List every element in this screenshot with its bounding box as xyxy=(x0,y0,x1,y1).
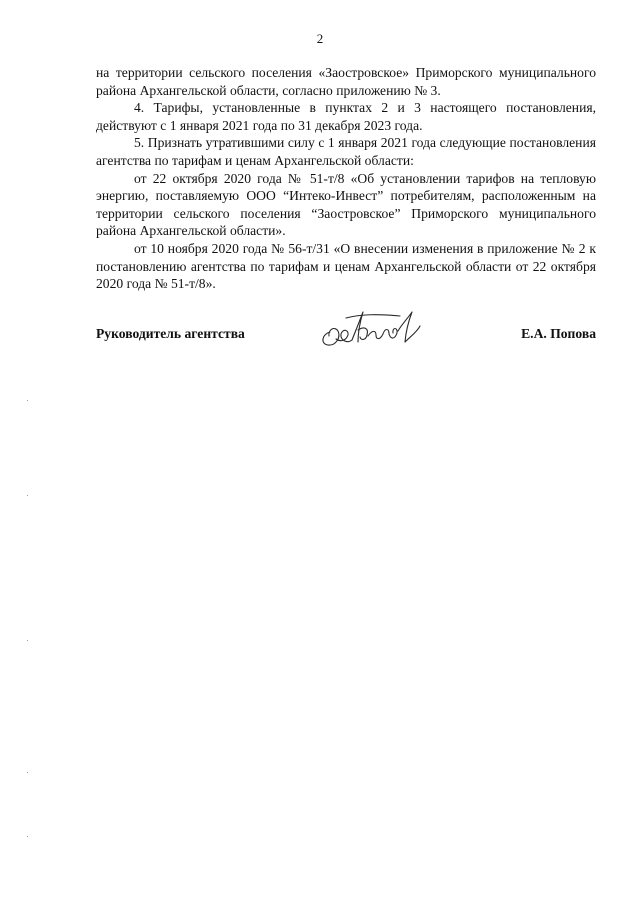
page-number: 2 xyxy=(316,31,324,46)
paragraph-item-5-repeal: 5. Признать утратившими силу с 1 января 2021 года следующие постановления агентства по тарифам и ценам Архангельской области: xyxy=(96,135,596,168)
handwritten-signature xyxy=(316,306,426,350)
scan-speck xyxy=(27,400,28,401)
scan-speck xyxy=(27,772,28,773)
paragraph-territory-continuation: на территории сельского поселения «Заостровское» Приморского муниципального района Архангельской области, согласно приложению № 3. xyxy=(96,65,596,98)
signer-name: Е.А. Попова xyxy=(521,326,596,341)
signature-block xyxy=(96,306,596,356)
paragraph-repealed-resolution-51-t8: от 22 октября 2020 года № 51-т/8 «Об установлении тарифов на тепловую энергию, поставляемую ООО “Интеко-Инвест” потребителям, расположенным на территории сельского поселения “Заостровское” Приморского муниципального района Архангельской области». xyxy=(96,170,596,239)
signer-title: Руководитель агентства xyxy=(96,326,245,341)
document-body xyxy=(96,64,596,293)
scan-speck xyxy=(27,640,28,641)
scan-speck xyxy=(27,495,28,496)
scan-speck xyxy=(27,836,28,837)
paragraph-item-4-tariff-period: 4. Тарифы, установленные в пунктах 2 и 3 настоящего постановления, действуют с 1 января 2021 года по 31 декабря 2023 года. xyxy=(96,100,596,133)
paragraph-repealed-resolution-56-t31: от 10 ноября 2020 года № 56-т/31 «О внесении изменения в приложение № 2 к постановлению агентства по тарифам и ценам Архангельской области от 22 октября 2020 года № 51-т/8». xyxy=(96,240,596,292)
